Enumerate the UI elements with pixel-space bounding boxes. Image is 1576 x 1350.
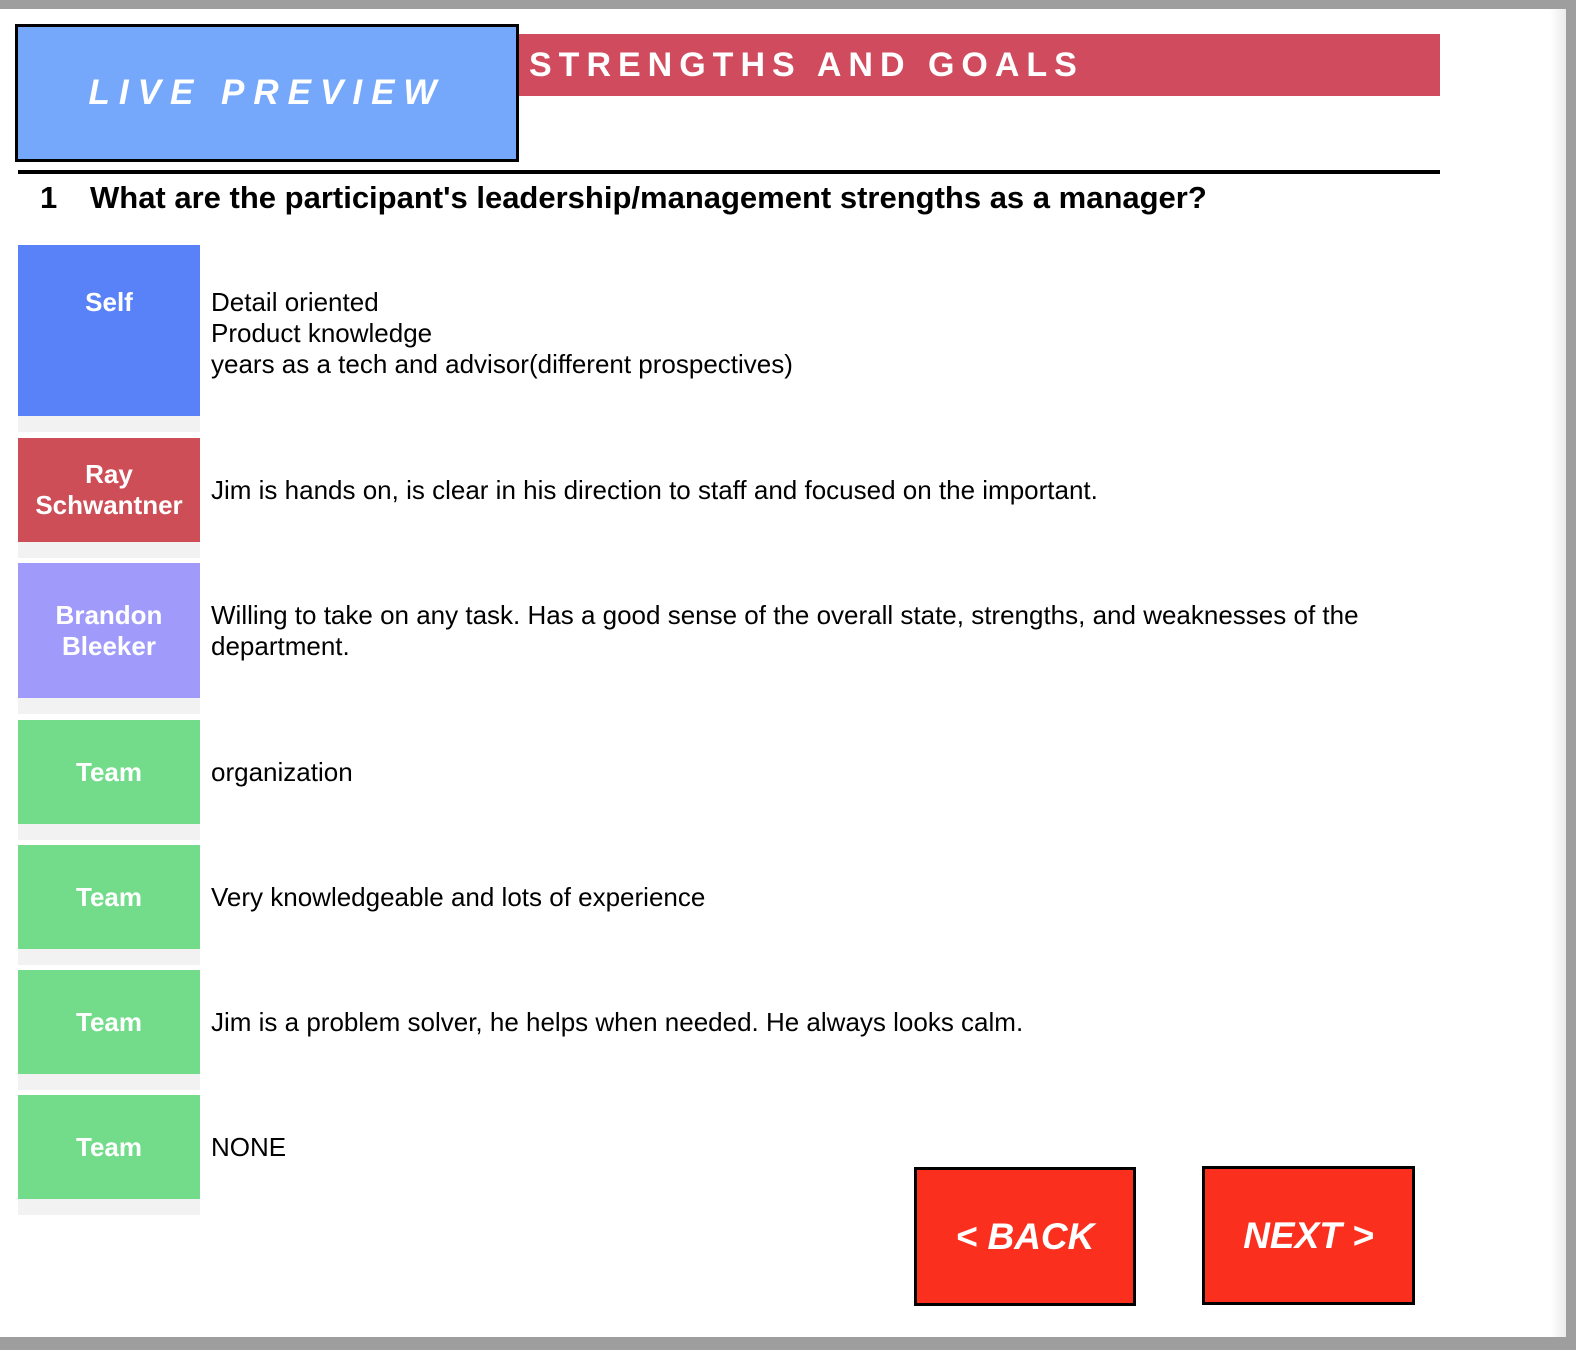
header-divider bbox=[18, 170, 1440, 174]
response-row-team bbox=[18, 845, 1438, 949]
back-button-label: < BACK bbox=[955, 1215, 1095, 1257]
respondent-label: Team bbox=[18, 1095, 200, 1199]
respondent-label: Brandon Bleeker bbox=[18, 563, 200, 698]
survey-page bbox=[0, 9, 1566, 1337]
question-number: 1 bbox=[40, 180, 58, 215]
next-button[interactable] bbox=[1202, 1166, 1415, 1305]
response-row-self bbox=[18, 245, 1438, 416]
respondent-label: Team bbox=[18, 720, 200, 824]
response-row-brandon-bleeker bbox=[18, 563, 1438, 698]
response-row-team bbox=[18, 720, 1438, 824]
response-text: organization bbox=[211, 756, 353, 787]
response-text: Willing to take on any task. Has a good sense of the overall state, strengths, and weaknesses of the department. bbox=[211, 599, 1359, 661]
live-preview-badge bbox=[15, 24, 519, 162]
respondent-label: Team bbox=[18, 970, 200, 1074]
page-edge-shadow bbox=[1550, 9, 1566, 1337]
question-heading bbox=[18, 177, 1207, 219]
response-text: Detail oriented Product knowledge years as a tech and advisor(different prospectives) bbox=[211, 287, 793, 379]
next-button-label: NEXT > bbox=[1243, 1214, 1374, 1256]
respondent-label: Team bbox=[18, 845, 200, 949]
response-row-team bbox=[18, 970, 1438, 1074]
respondent-label: Ray Schwantner bbox=[18, 438, 200, 542]
question-text: What are the participant's leadership/management strengths as a manager? bbox=[90, 180, 1207, 215]
response-text: Jim is hands on, is clear in his direction to staff and focused on the important. bbox=[211, 474, 1098, 505]
back-button[interactable] bbox=[914, 1167, 1136, 1306]
respondent-label: Self bbox=[18, 245, 200, 416]
live-preview-label: LIVE PREVIEW bbox=[88, 73, 446, 112]
section-title-banner bbox=[515, 34, 1440, 96]
response-text: NONE bbox=[211, 1131, 287, 1162]
response-text: Very knowledgeable and lots of experience bbox=[211, 881, 706, 912]
section-title: STRENGTHS AND GOALS bbox=[529, 46, 1084, 84]
response-row-ray-schwantner bbox=[18, 438, 1438, 542]
response-text: Jim is a problem solver, he helps when needed. He always looks calm. bbox=[211, 1006, 1024, 1037]
